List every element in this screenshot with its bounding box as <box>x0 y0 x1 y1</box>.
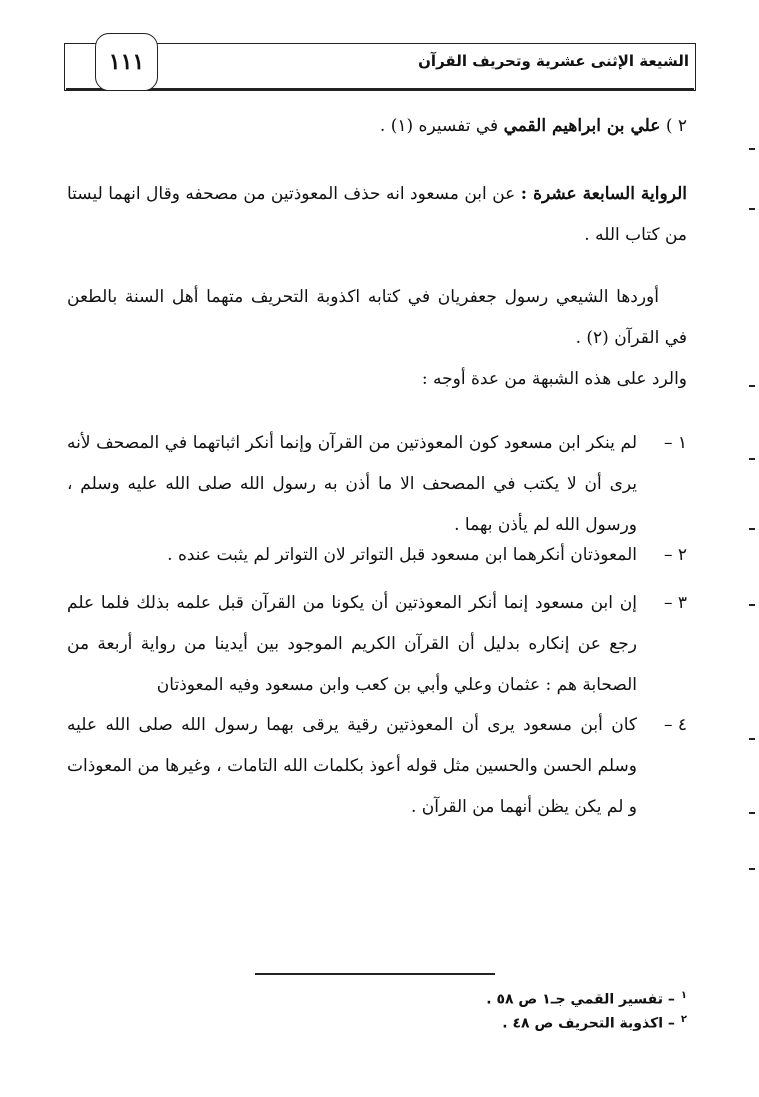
narration-heading: الرواية السابعة عشرة : <box>520 184 687 204</box>
scan-edge-mark <box>749 738 755 740</box>
list-item-text: المعوذتان أنكرهما ابن مسعود قبل التواتر لان التواتر لم يثبت عنده . <box>167 545 637 565</box>
narration-paragraph <box>67 174 687 256</box>
scan-edge-mark <box>749 868 755 870</box>
source-rest: في تفسيره (١) . <box>379 116 499 136</box>
page-number: ١١١ <box>108 49 145 75</box>
footnote-text: – اكذوبة التحريف ص ٤٨ . <box>502 1015 675 1032</box>
scan-edge-mark <box>749 812 755 814</box>
source-number: ٢ ) <box>665 116 687 136</box>
page-number-box <box>95 33 158 91</box>
scan-edge-mark <box>749 528 755 530</box>
paragraph-source-claim: أوردها الشيعي رسول جعفريان في كتابه اكذوبة التحريف متهما أهل السنة بالطعن في القرآن (٢) . <box>67 287 687 348</box>
list-item-1 <box>67 423 687 545</box>
footnote-separator <box>255 973 495 975</box>
list-item-text: كان أبن مسعود يرى أن المعوذتين رقية يرقى بهما رسول الله صلى الله عليه وسلم الحسن والحسين مثل قوله أعوذ بكلمات الله التامات ، وغيرها من المعوذات و لم يكن يظن أنهما من القرآن . <box>67 715 637 817</box>
footnote-marker: ٢ <box>680 1014 687 1025</box>
list-item-2 <box>67 543 687 569</box>
list-item-number: ١ – <box>663 433 687 453</box>
source-author: علي بن ابراهيم القمي <box>503 116 661 136</box>
scan-edge-mark <box>749 208 755 210</box>
source-line <box>67 114 687 140</box>
list-item-text: لم ينكر ابن مسعود كون المعوذتين من القرآن وإنما أنكر اثباتهما في المصحف لأنه يرى أن لا يكتب في المصحف الا ما أذن به رسول الله صلى الله عليه وسلم ، ورسول الله لم يأذن بهما . <box>67 433 637 535</box>
scan-edge-mark <box>749 148 755 150</box>
narration-text: عن ابن مسعود انه حذف المعوذتين من مصحفه وقال انهما ليستا من كتاب الله . <box>67 184 687 245</box>
footnote-text: – تفسير القمي جـ١ ص ٥٨ . <box>486 991 675 1008</box>
scan-edge-mark <box>749 385 755 387</box>
footnote-1 <box>486 990 687 1008</box>
footnote-2 <box>502 1014 687 1032</box>
scan-edge-mark <box>749 458 755 460</box>
scan-edge-mark <box>749 604 755 606</box>
list-item-number: ٢ – <box>663 545 687 565</box>
list-item-number: ٤ – <box>663 715 687 735</box>
paragraph-response-intro: والرد على هذه الشبهة من عدة أوجه : <box>421 369 687 389</box>
list-item-4 <box>67 705 687 827</box>
list-item-3 <box>67 583 687 705</box>
list-item-number: ٣ – <box>663 593 687 613</box>
running-header-title: الشيعة الإثنى عشرية وتحريف القرآن <box>418 52 689 70</box>
footnote-marker: ١ <box>680 990 687 1001</box>
list-item-text: إن ابن مسعود إنما أنكر المعوذتين أن يكونا من القرآن قبل علمه بذلك فلما علم رجع عن إنكاره بدليل أن القرآن الكريم الموجود بين أيدينا من رواية أربعة من الصحابة هم : عثمان وعلي وأبي بن كعب وابن مسعود وفيه المعوذتان <box>67 593 637 695</box>
header-rule <box>66 88 694 90</box>
